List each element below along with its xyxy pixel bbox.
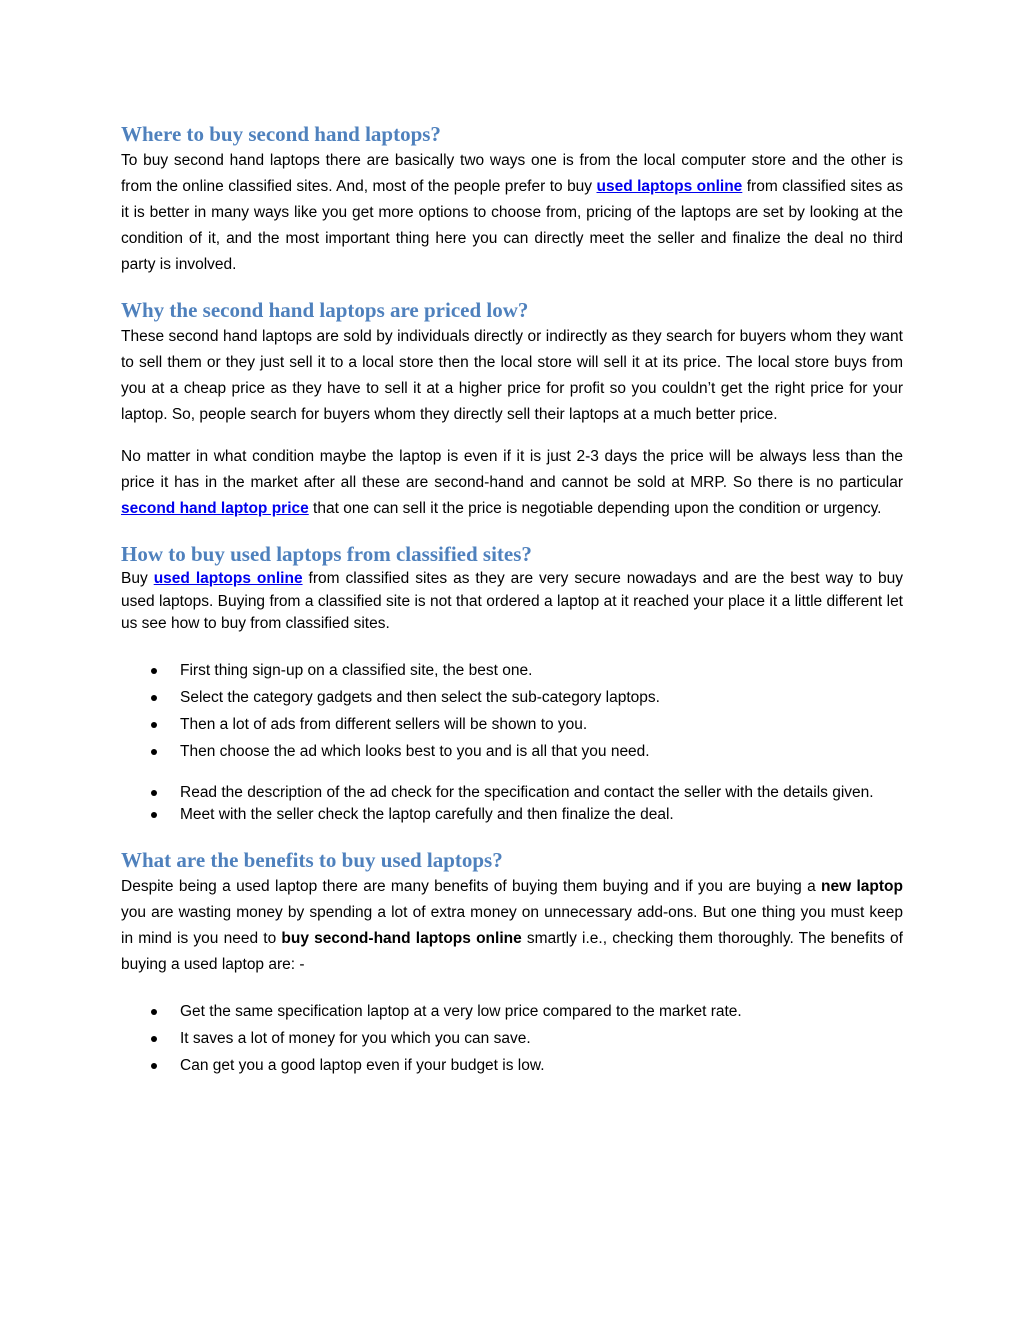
list-item-text: First thing sign-up on a classified site, the best one. bbox=[180, 661, 533, 679]
list-item-text: Then a lot of ads from different sellers will be shown to you. bbox=[180, 715, 588, 733]
list-item bbox=[121, 804, 903, 827]
steps-list-1 bbox=[121, 657, 903, 765]
list-item-text: Get the same specification laptop at a very low price compared to the market rate. bbox=[180, 1002, 742, 1020]
bullet-icon bbox=[151, 1063, 157, 1069]
list-item bbox=[121, 738, 903, 765]
list-item-text: It saves a lot of money for you which you can save. bbox=[180, 1029, 531, 1047]
bullet-icon bbox=[151, 790, 157, 796]
paragraph-text: you are wasting money by spending a lot of extra money on unnecessary add-ons. But one thing you must keep in mind is you need to bbox=[121, 903, 903, 947]
list-item-text: Select the category gadgets and then select the sub-category laptops. bbox=[180, 688, 660, 706]
bullet-icon bbox=[151, 749, 157, 755]
list-item-text: Read the description of the ad check for the specification and contact the seller with the details given. bbox=[180, 783, 874, 801]
bullet-icon bbox=[151, 1009, 157, 1015]
paragraph-where-to-buy bbox=[121, 148, 903, 278]
list-item bbox=[121, 711, 903, 738]
list-item-text: Then choose the ad which looks best to you and is all that you need. bbox=[180, 742, 650, 760]
paragraph-text: No matter in what condition maybe the laptop is even if it is just 2-3 days the price will be always less than the price it has in the market after all these are second-hand and cannot be sold at MRP. So there is no particular bbox=[121, 448, 903, 491]
benefits-list bbox=[121, 998, 903, 1079]
bold-buy-second-hand-laptops-online: buy second-hand laptops online bbox=[281, 929, 522, 947]
paragraph-no-matter-condition bbox=[121, 444, 903, 522]
bullet-icon bbox=[151, 722, 157, 728]
bullet-icon bbox=[151, 695, 157, 701]
list-item bbox=[121, 998, 903, 1025]
list-item-text: Meet with the seller check the laptop carefully and then finalize the deal. bbox=[180, 806, 674, 823]
bold-new-laptop: new laptop bbox=[821, 877, 903, 895]
paragraph-text: Buy bbox=[121, 570, 154, 587]
paragraph-benefits bbox=[121, 874, 903, 978]
list-item bbox=[121, 782, 903, 805]
bullet-icon bbox=[151, 812, 157, 818]
used-laptops-online-link[interactable]: used laptops online bbox=[153, 570, 303, 587]
section-heading-where-to-buy: Where to buy second hand laptops? bbox=[121, 122, 441, 146]
second-hand-laptop-price-link[interactable]: second hand laptop price bbox=[121, 500, 309, 517]
list-item-text: Can get you a good laptop even if your budget is low. bbox=[180, 1056, 545, 1074]
section-heading-why-priced-low: Why the second hand laptops are priced low? bbox=[121, 298, 529, 322]
paragraph-text: from classified sites as they are very secure nowadays and are the best way to buy used laptops. Buying from a classified site is not that ordered a laptop at it reached your place it a little different let us see how to buy from classified sites. bbox=[121, 570, 904, 632]
paragraph-text: smartly i.e., checking them thoroughly. The benefits of buying a used laptop are: - bbox=[121, 929, 903, 973]
list-item bbox=[121, 684, 903, 711]
section-heading-how-to-buy: How to buy used laptops from classified sites? bbox=[121, 542, 532, 566]
paragraph-why-priced-low: These second hand laptops are sold by individuals directly or indirectly as they search for buyers whom they want to sell them or they just sell it to a local store then the local store will sell it at its price. The local store buys from you at a cheap price as they have to sell it at a higher price for profit so you couldn’t get the right price for your laptop. So, people search for buyers whom they directly sell their laptops at a much better price. bbox=[121, 328, 903, 423]
paragraph-text: that one can sell it the price is negotiable depending upon the condition or urgency. bbox=[308, 500, 882, 517]
section-heading-benefits: What are the benefits to buy used laptops? bbox=[121, 847, 503, 872]
list-item bbox=[121, 1025, 903, 1052]
paragraph-text: Despite being a used laptop there are many benefits of buying them buying and if you are buying a bbox=[121, 877, 822, 895]
bullet-icon bbox=[151, 1036, 157, 1042]
paragraph-how-to-buy bbox=[121, 568, 903, 636]
used-laptops-online-link[interactable]: used laptops online bbox=[596, 178, 743, 195]
list-item bbox=[121, 657, 903, 684]
steps-list-2 bbox=[121, 782, 903, 827]
list-item bbox=[121, 1052, 903, 1079]
paragraph-text: from classified sites as it is better in many ways like you get more options to choose from, pricing of the laptops are set by looking at the condition of it, and the most important thing here you can directly meet the seller and finalize the deal no third party is involved. bbox=[121, 178, 904, 273]
paragraph-text: To buy second hand laptops there are basically two ways one is from the local computer store and the other is from the online classified sites. And, most of the people prefer to buy bbox=[121, 152, 903, 195]
bullet-icon bbox=[151, 668, 157, 674]
document-page bbox=[121, 120, 903, 1079]
